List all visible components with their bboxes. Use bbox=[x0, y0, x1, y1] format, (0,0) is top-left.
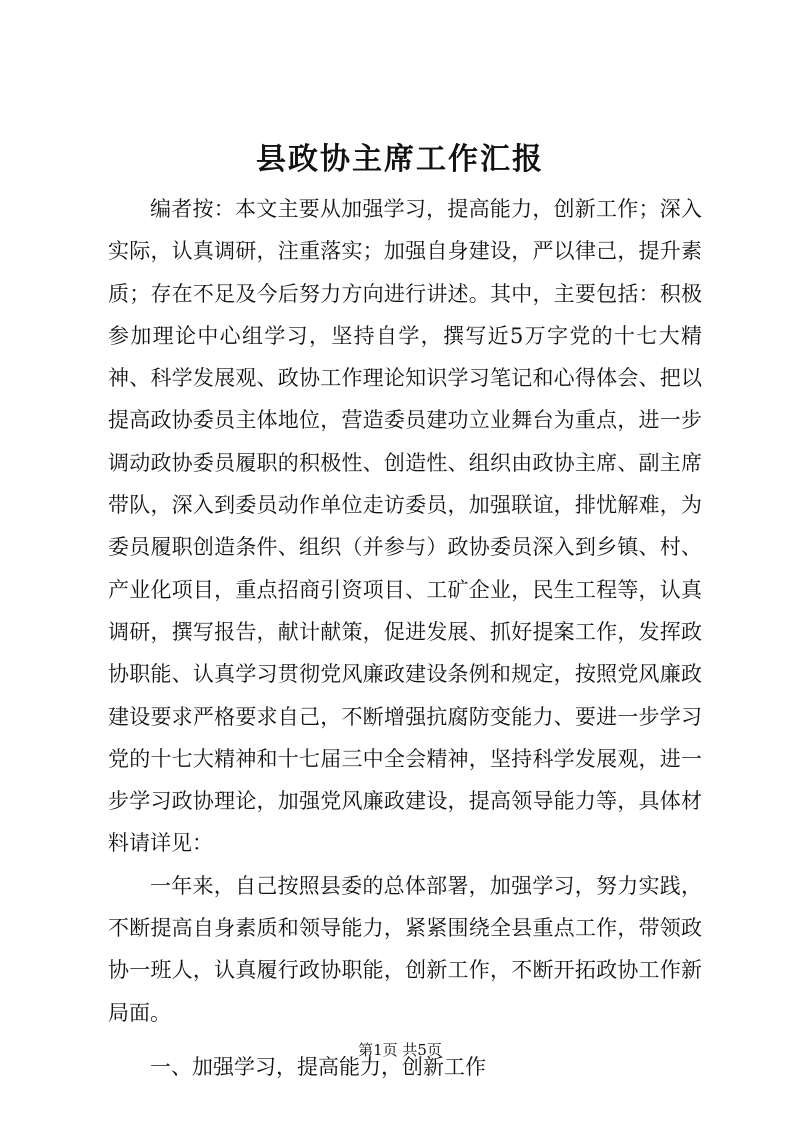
document-title: 县政协主席工作汇报 bbox=[256, 142, 544, 177]
intro-paragraph: 一年来，自己按照县委的总体部署，加强学习，努力实践，不断提高自身素质和领导能力，紧紧围绕全县重点工作，带领政协一班人，认真履行政协职能，创新工作，不断开拓政协工作新局面。 bbox=[108, 873, 702, 1025]
section-heading: 一、加强学习，提高能力，创新工作 bbox=[150, 1054, 486, 1079]
editor-note-paragraph: 编者按：本文主要从加强学习，提高能力，创新工作；深入实际，认真调研，注重落实；加强自身建设，严以律己，提升素质；存在不足及今后努力方向进行讲述。其中，主要包括：积极参加理论中心组学习，坚持自学，撰写近5万字党的十七大精神、科学发展观、政协工作理论知识学习笔记和心得体会、把以提高政协委员主体地位，营造委员建功立业舞台为重点，进一步调动政协委员履职的积极性、创造性、组织由政协主席、副主席带队，深入到委员动作单位走访委员，加强联谊，排忧解难，为委员履职创造条件、组织（并参与）政协委员深入到乡镇、村、产业化项目，重点招商引资项目、工矿企业，民生工程等，认真调研，撰写报告，献计献策，促进发展、抓好提案工作，发挥政协职能、认真学习贯彻党风廉政建设条例和规定，按照党风廉政建设要求严格要求自己，不断增强抗腐防变能力、要进一步学习党的十七大精神和十七届三中全会精神，坚持科学发展观，进一步学习政协理论，加强党风廉政建设，提高领导能力等，具体材料请详见： bbox=[108, 197, 702, 856]
page-footer: 第1页 共5页 bbox=[358, 1041, 442, 1059]
document-body bbox=[108, 188, 702, 1088]
